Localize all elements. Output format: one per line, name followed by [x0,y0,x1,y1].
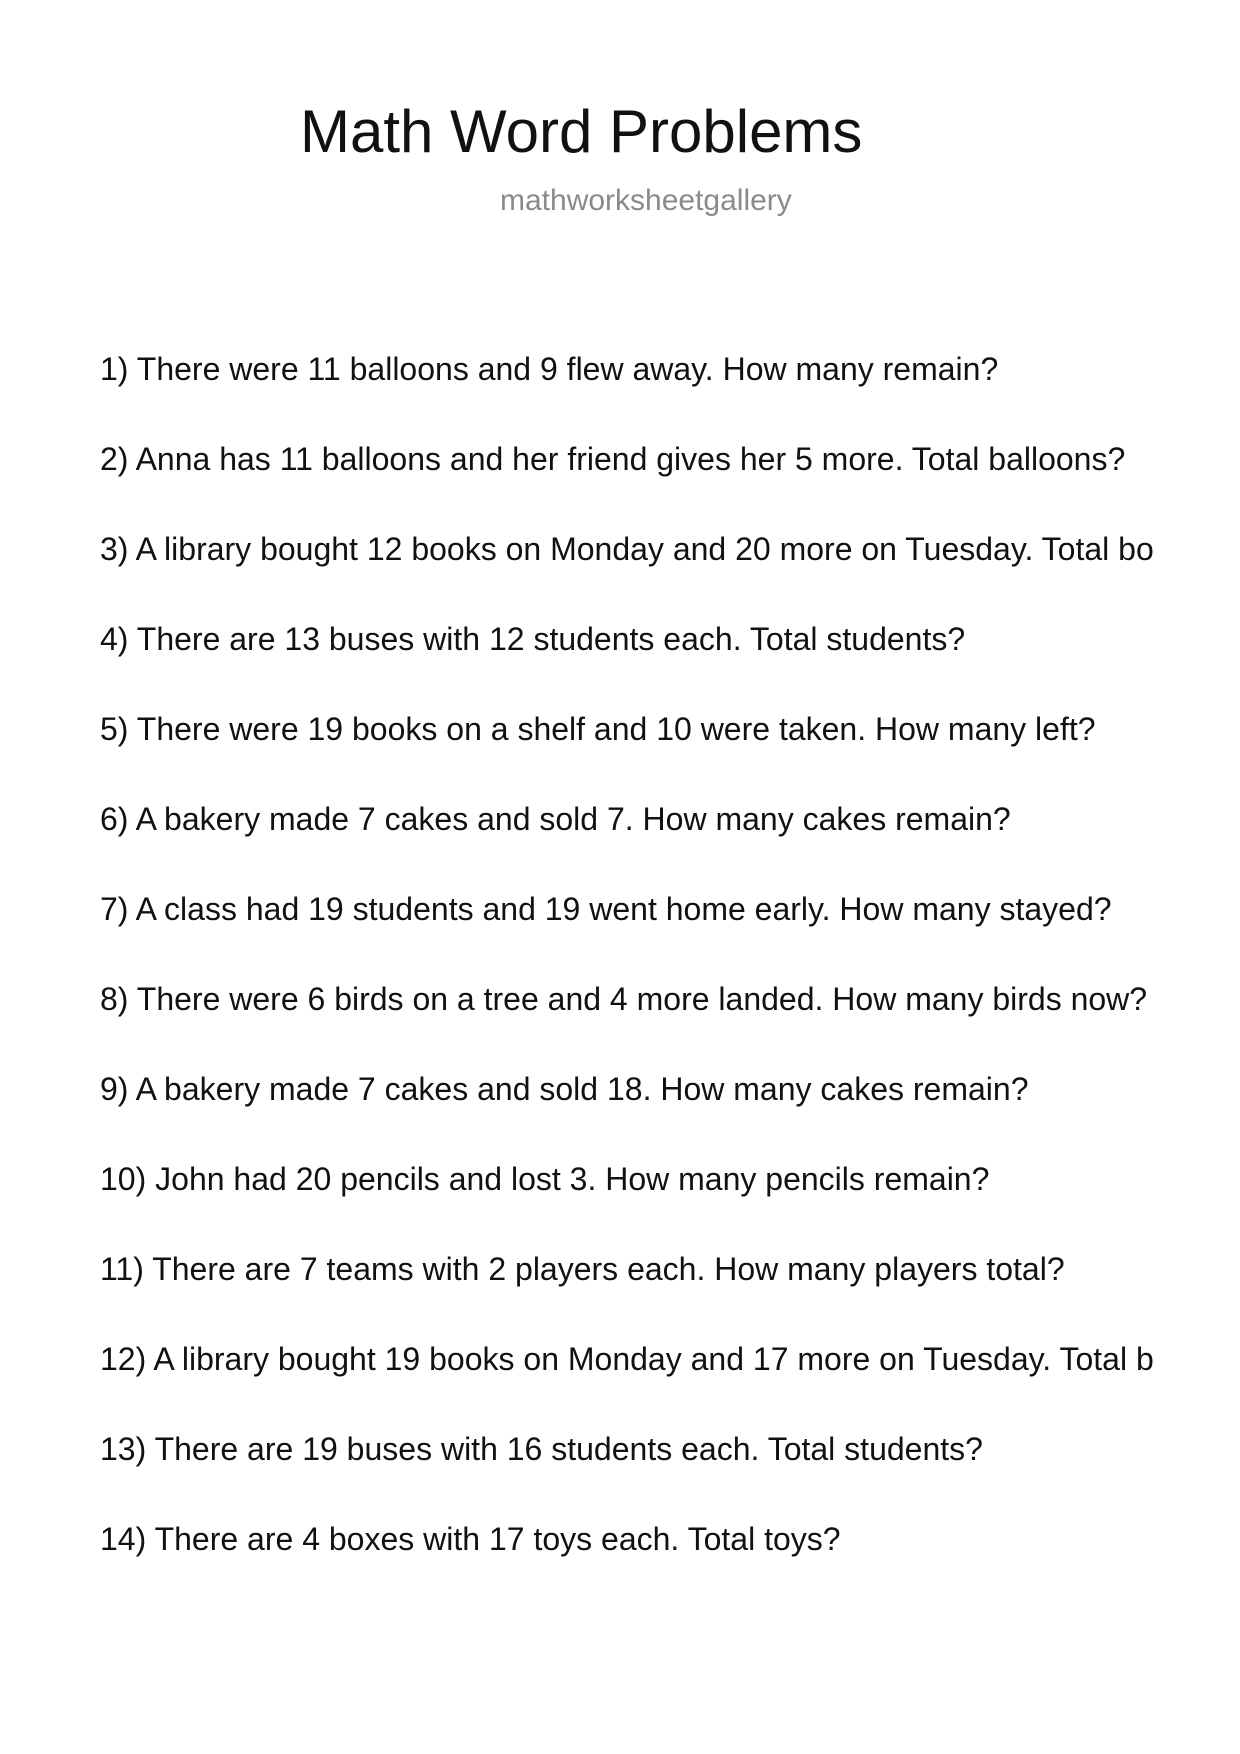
problem-item: 2) Anna has 11 balloons and her friend gives her 5 more. Total balloons? [100,441,1126,477]
problem-item: 10) John had 20 pencils and lost 3. How many pencils remain? [100,1161,990,1197]
problem-item: 5) There were 19 books on a shelf and 10 were taken. How many left? [100,711,1096,747]
problem-item: 1) There were 11 balloons and 9 flew away. How many remain? [100,351,999,387]
problem-item: 4) There are 13 buses with 12 students each. Total students? [100,621,966,657]
problem-item: 3) A library bought 12 books on Monday and 20 more on Tuesday. Total bo [100,531,1154,567]
problem-list [100,348,1240,1608]
page-title: Math Word Problems [300,98,863,165]
problem-item: 11) There are 7 teams with 2 players each. How many players total? [100,1251,1065,1287]
problem-item: 13) There are 19 buses with 16 students each. Total students? [100,1431,983,1467]
problem-item: 7) A class had 19 students and 19 went home early. How many stayed? [100,891,1112,927]
page-subtitle: mathworksheetgallery [500,184,792,217]
problem-item: 9) A bakery made 7 cakes and sold 18. How many cakes remain? [100,1071,1029,1107]
problem-item: 8) There were 6 birds on a tree and 4 more landed. How many birds now? [100,981,1148,1017]
problem-item: 14) There are 4 boxes with 17 toys each. Total toys? [100,1521,841,1557]
problem-item: 12) A library bought 19 books on Monday and 17 more on Tuesday. Total b [100,1341,1154,1377]
problem-item: 6) A bakery made 7 cakes and sold 7. How many cakes remain? [100,801,1011,837]
